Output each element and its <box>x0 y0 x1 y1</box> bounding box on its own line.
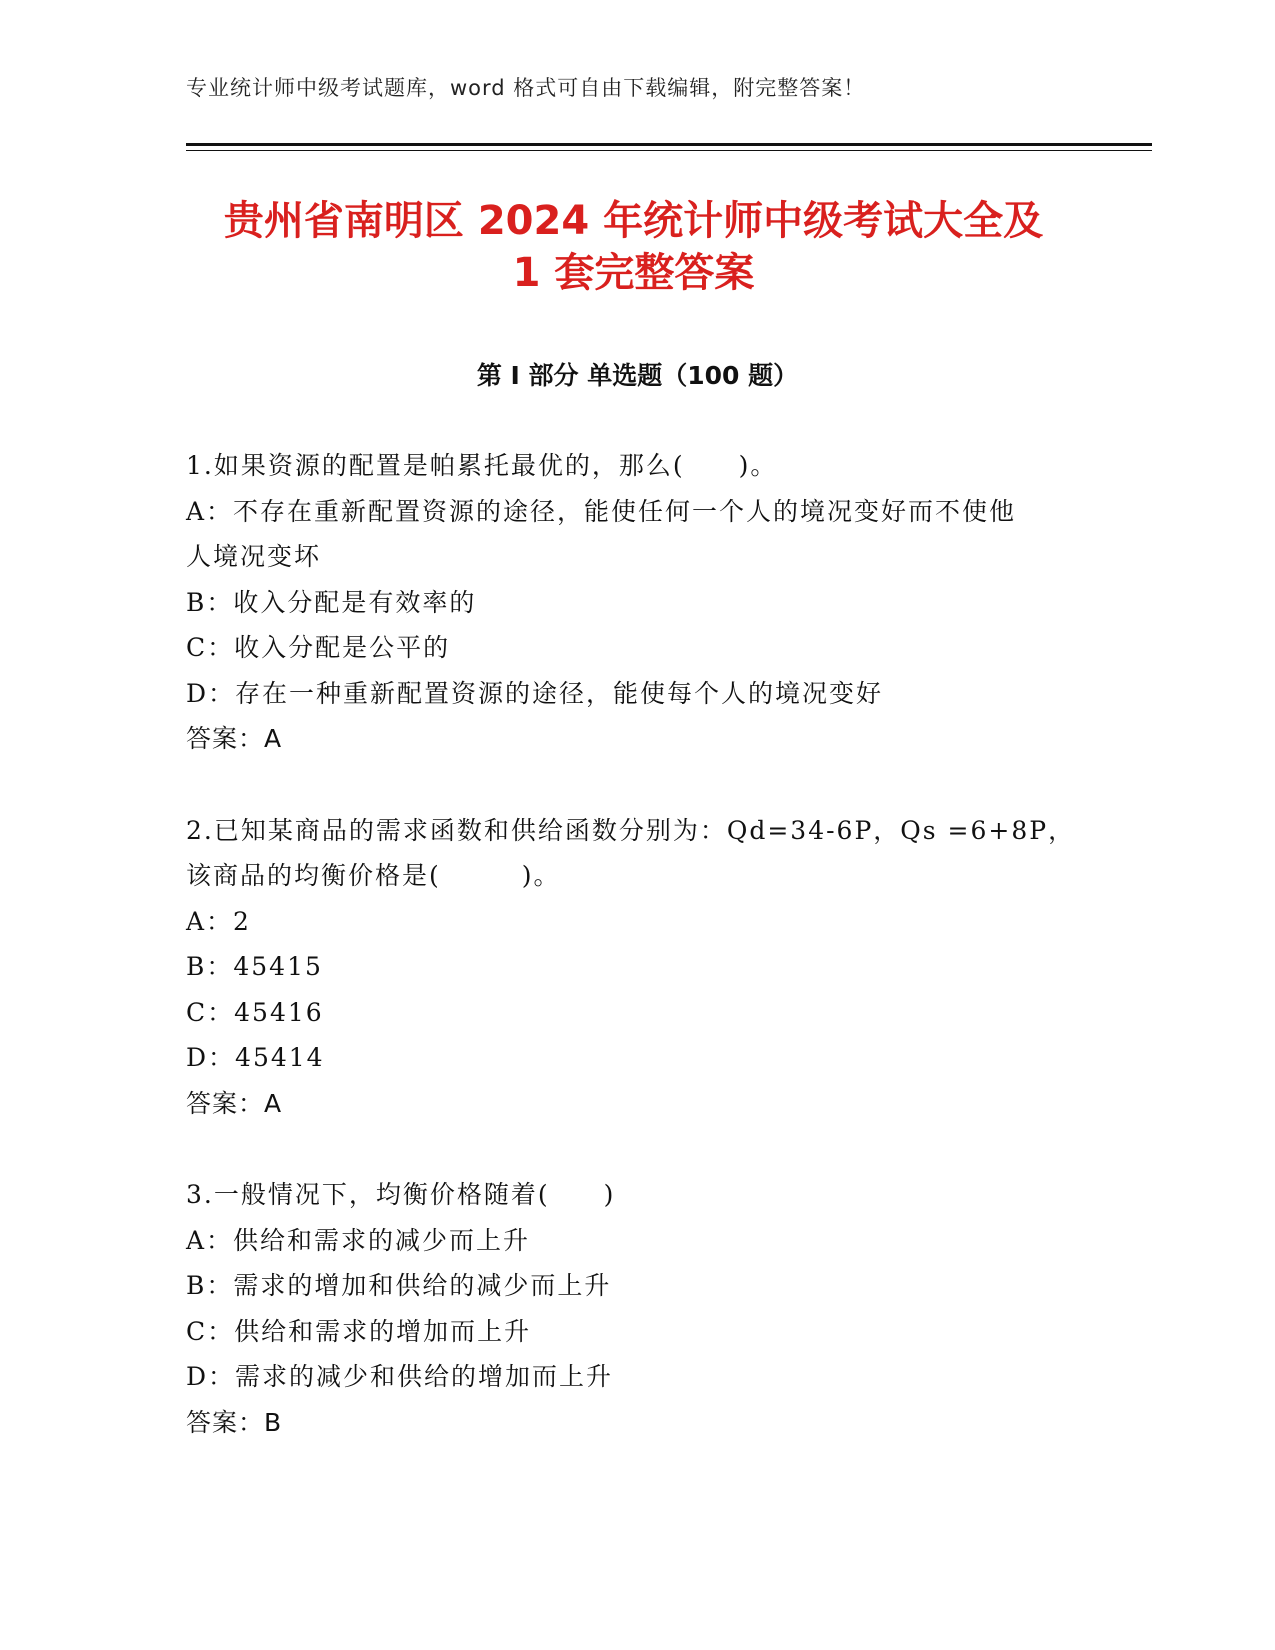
question-1-option-d: D：存在一种重新配置资源的途径，能使每个人的境况变好 <box>186 678 884 708</box>
question-list <box>186 443 1086 1491</box>
question-1-option-a-line-2: 人境况变坏 <box>186 542 322 571</box>
question-1-stem: 1.如果资源的配置是帕累托最优的，那么( )。 <box>186 451 778 480</box>
question-1-answer: 答案：A <box>186 724 283 753</box>
question-1-option-c: C：收入分配是公平的 <box>186 633 451 662</box>
question-2-option-a: A：2 <box>186 906 251 936</box>
question-3-option-d: D：需求的减少和供给的增加而上升 <box>186 1362 614 1391</box>
document-title <box>186 195 1081 299</box>
header-rule-thin <box>186 150 1152 151</box>
question-3-answer: 答案：B <box>186 1407 283 1437</box>
question-3 <box>186 1172 1086 1445</box>
section-title: 第 I 部分 单选题（100 题） <box>476 361 799 390</box>
question-1-option-b: B：收入分配是有效率的 <box>186 587 477 617</box>
question-2-stem-line-1: 2.已知某商品的需求函数和供给函数分别为：Qd=34-6P，Qs =6+8P， <box>186 815 1076 845</box>
header-rule-thick <box>186 143 1152 146</box>
question-2-stem-line-2: 该商品的均衡价格是( )。 <box>186 861 561 890</box>
question-3-option-a: A：供给和需求的减少而上升 <box>186 1225 531 1255</box>
page-header-text: 专业统计师中级考试题库，word 格式可自由下载编辑，附完整答案！ <box>186 76 866 100</box>
question-3-stem: 3.一般情况下，均衡价格随着( ) <box>186 1180 616 1209</box>
question-1 <box>186 443 1086 762</box>
document-title-line-2: 1 套完整答案 <box>512 250 755 296</box>
question-1-option-a-line-1: A：不存在重新配置资源的途径，能使任何一个人的境况变好而不使他 <box>186 496 1017 526</box>
question-2-answer: 答案：A <box>186 1088 283 1118</box>
question-2-option-d: D：45414 <box>186 1043 325 1072</box>
document-title-line-1: 贵州省南明区 2024 年统计师中级考试大全及 <box>223 198 1044 244</box>
question-3-option-c: C：供给和需求的增加而上升 <box>186 1316 532 1346</box>
question-3-option-b: B：需求的增加和供给的减少而上升 <box>186 1271 612 1300</box>
question-2-option-c: C：45416 <box>186 997 324 1027</box>
question-2 <box>186 808 1086 1127</box>
question-2-option-b: B：45415 <box>186 952 323 981</box>
